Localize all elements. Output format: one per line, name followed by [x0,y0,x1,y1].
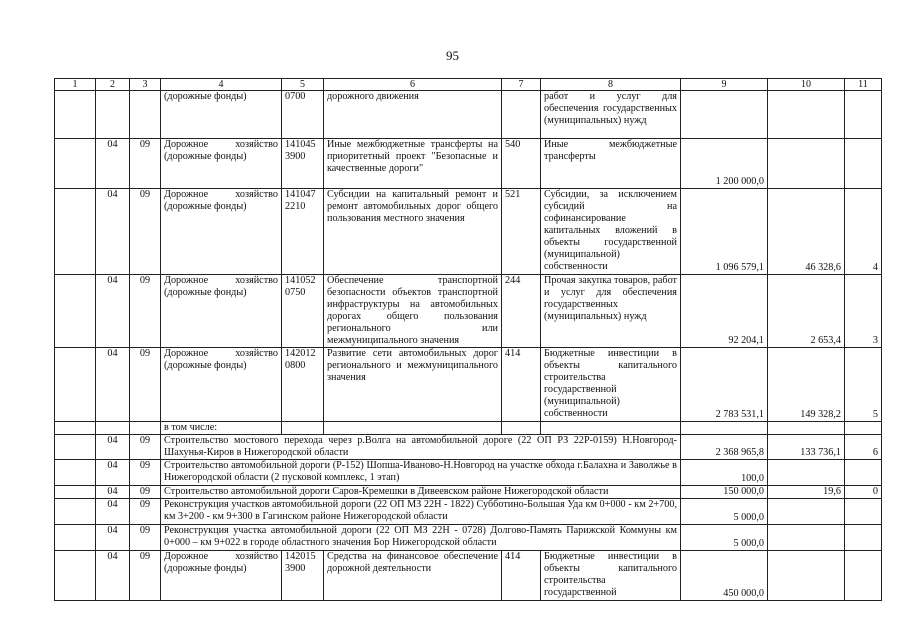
cell-expense-code: 414 [502,348,541,422]
cell-section: 04 [96,435,130,460]
cell-expense-code: 244 [502,275,541,348]
cell-amount-plan: 1 096 579,1 [681,189,768,275]
cell-amount-actual [768,460,845,486]
cell-empty [55,422,96,435]
cell-amount-actual: 149 328,2 [768,348,845,422]
cell-subsection: 09 [130,275,161,348]
cell-amount-actual [768,499,845,525]
cell-section: 04 [96,189,130,275]
cell-subsection: 09 [130,525,161,551]
cell-section: 04 [96,499,130,525]
cell-target-name: Обеспечение транспортной безопасности объектов транспортной инфраструктуры на автомобильных дорогах общего пользования регионального или межмуниципального значения [324,275,502,348]
cell-subsection: 09 [130,189,161,275]
cell-subsection: 09 [130,486,161,499]
cell-subsection: 09 [130,551,161,601]
cell-empty [681,422,768,435]
cell-project-name: Реконструкция участка автомобильной дороги (22 ОП МЗ 22Н - 0728) Долгово-Память Парижской Коммуны км 0+000 – км 9+022 в городе областного значения Бор Нижегородской области [161,525,681,551]
cell-section-name: Дорожное хозяйство (дорожные фонды) [161,551,282,601]
cell-amount-actual [768,525,845,551]
cell-target-name: Иные межбюджетные трансферты на приоритетный проект "Безопасные и качественные дороги" [324,139,502,189]
column-number: 5 [282,79,324,91]
column-number: 9 [681,79,768,91]
cell-subsection: 09 [130,348,161,422]
cell-amount-plan: 2 368 965,8 [681,435,768,460]
column-number: 1 [55,79,96,91]
table-row [55,189,882,275]
cell-amount-plan: 2 783 531,1 [681,348,768,422]
table-row [55,348,882,422]
cell-target-code: 141052 0750 [282,275,324,348]
cell-percent [845,460,882,486]
cell-percent [845,91,882,139]
cell-percent: 5 [845,348,882,422]
cell-target-code: 141047 2210 [282,189,324,275]
cell-col1 [55,348,96,422]
cell-section: 04 [96,460,130,486]
cell-expense-code: 540 [502,139,541,189]
cell-subsection: 09 [130,139,161,189]
cell-empty [845,422,882,435]
column-number: 8 [541,79,681,91]
cell-section-name: Дорожное хозяйство (дорожные фонды) [161,275,282,348]
subproject-row [55,460,882,486]
cell-project-name: Строительство мостового перехода через р.Волга на автомобильной дороге (22 ОП РЗ 22Р-0159) Н.Новгород-Шахунья-Киров в Нижегородской области [161,435,681,460]
column-number: 4 [161,79,282,91]
cell-empty [502,422,541,435]
cell-section: 04 [96,275,130,348]
page-number: 95 [446,48,459,63]
subproject-row [55,499,882,525]
cell-section-name: Дорожное хозяйство (дорожные фонды) [161,348,282,422]
cell-section-name: Дорожное хозяйство (дорожные фонды) [161,189,282,275]
cell-target-code: 142015 3900 [282,551,324,601]
column-number: 11 [845,79,882,91]
cell-col1 [55,460,96,486]
cell-section: 04 [96,551,130,601]
cell-percent: 0 [845,486,882,499]
cell-project-name: Строительство автомобильной дороги Саров-Кремешки в Дивеевском районе Нижегородской области [161,486,681,499]
cell-col1 [55,525,96,551]
column-number: 6 [324,79,502,91]
cell-target-name: дорожного движения [324,91,502,139]
cell-percent: 3 [845,275,882,348]
column-number: 7 [502,79,541,91]
cell-target-name: Средства на финансовое обеспечение дорожной деятельности [324,551,502,601]
cell-expense-name: Субсидии, за исключением субсидий на софинансирование капитальных вложений в объекты государственной (муниципальной) собственности [541,189,681,275]
cell-amount-plan: 5 000,0 [681,525,768,551]
cell-expense-name: работ и услуг для обеспечения государственных (муниципальных) нужд [541,91,681,139]
cell-amount-plan: 100,0 [681,460,768,486]
column-number-row [55,79,882,91]
cell-section-name: Дорожное хозяйство (дорожные фонды) [161,139,282,189]
cell-amount-actual [768,551,845,601]
cell-section-name: (дорожные фонды) [161,91,282,139]
column-number: 2 [96,79,130,91]
cell-percent: 4 [845,189,882,275]
cell-expense-code: 414 [502,551,541,601]
in-total-label: в том числе: [161,422,282,435]
cell-target-code: 142012 0800 [282,348,324,422]
cell-empty [282,422,324,435]
budget-table [54,78,882,601]
cell-empty [96,422,130,435]
cell-amount-actual: 133 736,1 [768,435,845,460]
subproject-row [55,525,882,551]
cell-col1 [55,91,96,139]
cell-amount-actual: 19,6 [768,486,845,499]
cell-col1 [55,499,96,525]
cell-expense-name: Иные межбюджетные трансферты [541,139,681,189]
cell-subsection [130,91,161,139]
cell-section: 04 [96,348,130,422]
table-row [55,139,882,189]
cell-section [96,91,130,139]
cell-amount-plan: 1 200 000,0 [681,139,768,189]
cell-amount-plan: 92 204,1 [681,275,768,348]
cell-empty [541,422,681,435]
cell-expense-name: Прочая закупка товаров, работ и услуг для обеспечения государственных (муниципальных) нужд [541,275,681,348]
cell-target-code: 141045 3900 [282,139,324,189]
cell-amount-plan: 5 000,0 [681,499,768,525]
subproject-row [55,486,882,499]
cell-amount-actual: 46 328,6 [768,189,845,275]
cell-col1 [55,435,96,460]
cell-amount-actual: 2 653,4 [768,275,845,348]
cell-percent [845,139,882,189]
cell-expense-code [502,91,541,139]
cell-target-code: 0700 [282,91,324,139]
in-total-row [55,422,882,435]
cell-target-name: Развитие сети автомобильных дорог регионального и межмуниципального значения [324,348,502,422]
cell-col1 [55,139,96,189]
subproject-row [55,435,882,460]
table-row [55,551,882,601]
cell-target-name: Субсидии на капитальный ремонт и ремонт автомобильных дорог общего пользования местного значения [324,189,502,275]
cell-col1 [55,189,96,275]
cell-amount-actual [768,139,845,189]
cell-section: 04 [96,139,130,189]
cell-amount-plan: 450 000,0 [681,551,768,601]
cell-percent [845,551,882,601]
cell-section: 04 [96,525,130,551]
cell-project-name: Реконструкция участков автомобильной дороги (22 ОП МЗ 22Н - 1822) Субботино-Большая Уда км 0+000 - км 2+700, км 3+200 - км 9+300 в Гагинском районе Нижегородской области [161,499,681,525]
cell-col1 [55,551,96,601]
cell-empty [324,422,502,435]
cell-empty [130,422,161,435]
cell-subsection: 09 [130,499,161,525]
cell-subsection: 09 [130,435,161,460]
cell-project-name: Строительство автомобильной дороги (Р-152) Шопша-Иваново-Н.Новгород на участке обхода г.Балахна и Заволжье в Нижегородской области (2 пусковой комплекс, 1 этап) [161,460,681,486]
cell-subsection: 09 [130,460,161,486]
cell-percent [845,525,882,551]
cell-expense-name: Бюджетные инвестиции в объекты капитального строительства государственной [541,551,681,601]
column-number: 3 [130,79,161,91]
cell-col1 [55,486,96,499]
cell-amount-plan [681,91,768,139]
cell-expense-name: Бюджетные инвестиции в объекты капитального строительства государственной (муниципальной) собственности [541,348,681,422]
cell-section: 04 [96,486,130,499]
column-number: 10 [768,79,845,91]
table-row [55,91,882,139]
cell-amount-plan: 150 000,0 [681,486,768,499]
cell-amount-actual [768,91,845,139]
cell-percent: 6 [845,435,882,460]
cell-percent [845,499,882,525]
cell-expense-code: 521 [502,189,541,275]
cell-empty [768,422,845,435]
cell-col1 [55,275,96,348]
table-row [55,275,882,348]
